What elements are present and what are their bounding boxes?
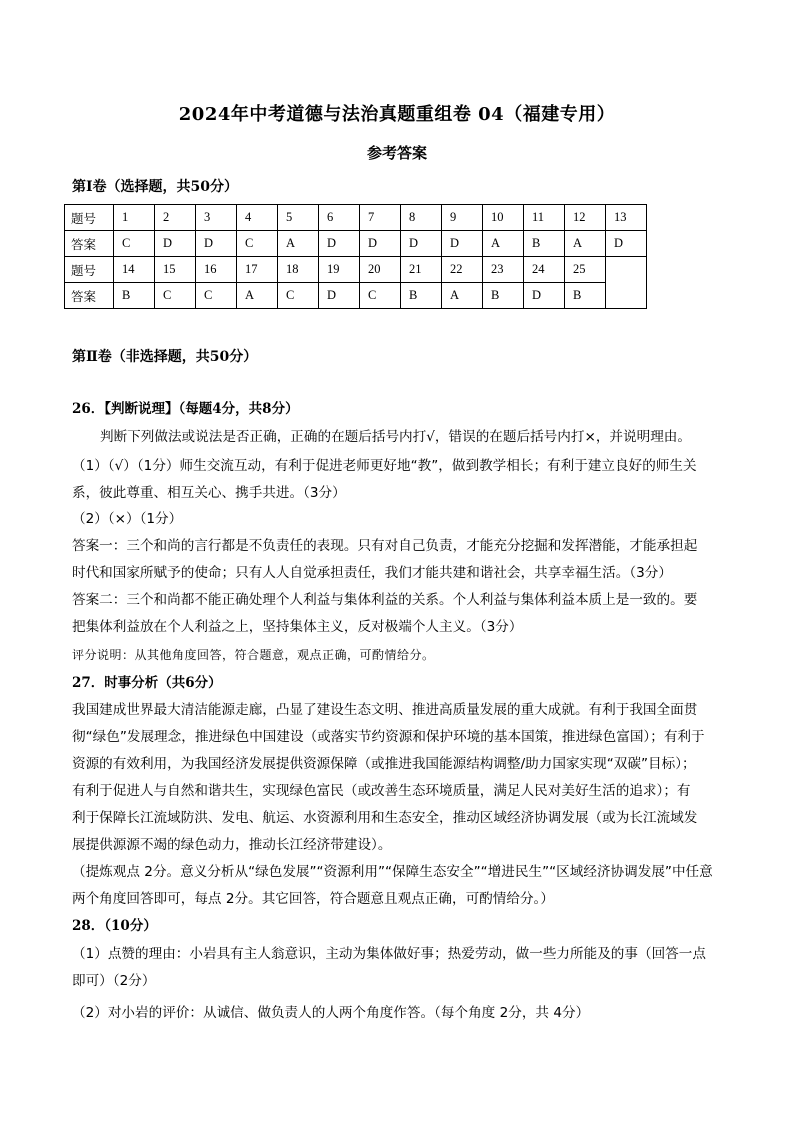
table-cell: 4: [237, 205, 278, 231]
table-cell: C: [360, 283, 401, 309]
document-subtitle: 参考答案: [366, 144, 427, 162]
table-cell: D: [524, 283, 565, 309]
table-cell: 15: [155, 257, 196, 283]
table-cell: 19: [319, 257, 360, 283]
q26-line: （1）（√）（1分）师生交流互动，有利于促进老师更好地“教”，做到教学相长；有利于建立良好的师生关: [72, 458, 697, 474]
q27-line: 有利于促进人与自然和谐共生，实现绿色富民（或改善生态环境质量，满足人民对美好生活的追求）；有: [72, 783, 691, 799]
table-cell: A: [483, 231, 524, 257]
q27-line: 彻“绿色”发展理念，推进绿色中国建设（或落实节约资源和保护环境的基本国策，推进绿色富国）；有利于: [72, 729, 705, 745]
table-cell: 2: [155, 205, 196, 231]
table-cell: 20: [360, 257, 401, 283]
table-cell: 12: [565, 205, 606, 231]
table-cell: D: [360, 231, 401, 257]
table-cell: 5: [278, 205, 319, 231]
q26-scoring-note: 评分说明：从其他角度回答，符合题意，观点正确，可酌情给分。: [72, 648, 435, 662]
table-cell: 22: [442, 257, 483, 283]
q28-heading: 28．（10分）: [72, 918, 157, 934]
q28-line: （1）点赞的理由：小岩具有主人翁意识，主动为集体做好事；热爱劳动，做一些力所能及的事（回答一点: [72, 946, 706, 962]
table-row: [65, 283, 647, 309]
q26-line: 把集体利益放在个人利益之上，坚持集体主义，反对极端个人主义。（3分）: [72, 619, 523, 635]
table-cell: D: [606, 231, 647, 257]
table-cell: 10: [483, 205, 524, 231]
table-cell: B: [401, 283, 442, 309]
row-label: 答案: [65, 231, 114, 257]
table-row: [65, 205, 647, 231]
table-cell: A: [278, 231, 319, 257]
table-cell: D: [155, 231, 196, 257]
table-cell: 3: [196, 205, 237, 231]
empty-cell: [606, 257, 647, 309]
table-cell: 13: [606, 205, 647, 231]
q27-line: （提炼观点 2分。意义分析从“绿色发展”“资源利用”“保障生态安全”“增进民生”“区域经济协调发展”中任意: [72, 864, 713, 880]
part2-heading: 第Ⅱ卷（非选择题，共50分）: [72, 349, 258, 365]
q26-line: 时代和国家所赋予的使命；只有人人自觉承担责任，我们才能共建和谐社会，共享幸福生活。（3分）: [72, 565, 672, 581]
table-cell: C: [114, 231, 155, 257]
q28-line: 即可）（2分）: [72, 973, 156, 989]
table-cell: 1: [114, 205, 155, 231]
q26-line: 答案二：三个和尚都不能正确处理个人利益与集体利益的关系。个人利益与集体利益本质上是一致的。要: [72, 592, 698, 608]
q27-heading: 27．时事分析（共6分）: [72, 675, 222, 691]
table-cell: D: [196, 231, 237, 257]
q27-line: 展提供源源不竭的绿色动力，推动长江经济带建设）。: [72, 837, 392, 853]
table-cell: 9: [442, 205, 483, 231]
table-cell: B: [483, 283, 524, 309]
table-row: [65, 231, 647, 257]
table-cell: 14: [114, 257, 155, 283]
document-title: 2024年中考道德与法治真题重组卷 04（福建专用）: [178, 104, 616, 125]
q26-heading: 26．【判断说理】（每题4分，共8分）: [72, 401, 299, 417]
table-cell: D: [319, 231, 360, 257]
q27-line: 我国建成世界最大清洁能源走廊，凸显了建设生态文明、推进高质量发展的重大成就。有利于我国全面贯: [72, 702, 698, 718]
q26-instruction: 判断下列做法或说法是否正确，正确的在题后括号内打√，错误的在题后括号内打×，并说明理由。: [100, 429, 691, 445]
table-cell: 18: [278, 257, 319, 283]
q26-line: 系，彼此尊重、相互关心、携手共进。（3分）: [72, 485, 346, 501]
table-cell: 25: [565, 257, 606, 283]
table-cell: D: [442, 231, 483, 257]
table-cell: B: [114, 283, 155, 309]
table-cell: B: [524, 231, 565, 257]
table-cell: 21: [401, 257, 442, 283]
row-label: 题号: [65, 205, 114, 231]
table-cell: C: [278, 283, 319, 309]
table-row: [65, 257, 647, 283]
table-cell: 17: [237, 257, 278, 283]
part1-heading: 第Ⅰ卷（选择题，共50分）: [72, 179, 239, 195]
table-cell: 6: [319, 205, 360, 231]
table-cell: D: [319, 283, 360, 309]
table-cell: 8: [401, 205, 442, 231]
q27-line: 两个角度回答即可，每点 2分。其它回答，符合题意且观点正确，可酌情给分。）: [72, 891, 554, 907]
table-cell: A: [237, 283, 278, 309]
q28-line: （2）对小岩的评价：从诚信、做负责人的人两个角度作答。（每个角度 2分，共 4分）: [72, 1005, 590, 1021]
q26-line: 答案一：三个和尚的言行都是不负责任的表现。只有对自己负责，才能充分挖掘和发挥潜能，才能承担起: [72, 538, 698, 554]
answer-table: [64, 204, 647, 309]
table-cell: C: [237, 231, 278, 257]
table-cell: C: [155, 283, 196, 309]
row-label: 题号: [65, 257, 114, 283]
q27-line: 资源的有效利用，为我国经济发展提供资源保障（或推进我国能源结构调整/助力国家实现“双碳”目标）；: [72, 756, 696, 772]
table-cell: C: [196, 283, 237, 309]
table-cell: 16: [196, 257, 237, 283]
table-cell: 7: [360, 205, 401, 231]
table-cell: A: [565, 231, 606, 257]
table-cell: 24: [524, 257, 565, 283]
table-cell: B: [565, 283, 606, 309]
table-cell: 23: [483, 257, 524, 283]
row-label: 答案: [65, 283, 114, 309]
q26-line: （2）（×）（1分）: [72, 511, 183, 527]
table-cell: A: [442, 283, 483, 309]
table-cell: 11: [524, 205, 565, 231]
table-cell: D: [401, 231, 442, 257]
q27-line: 利于保障长江流域防洪、发电、航运、水资源利用和生态安全，推动区域经济协调发展（或为长江流域发: [72, 810, 698, 826]
